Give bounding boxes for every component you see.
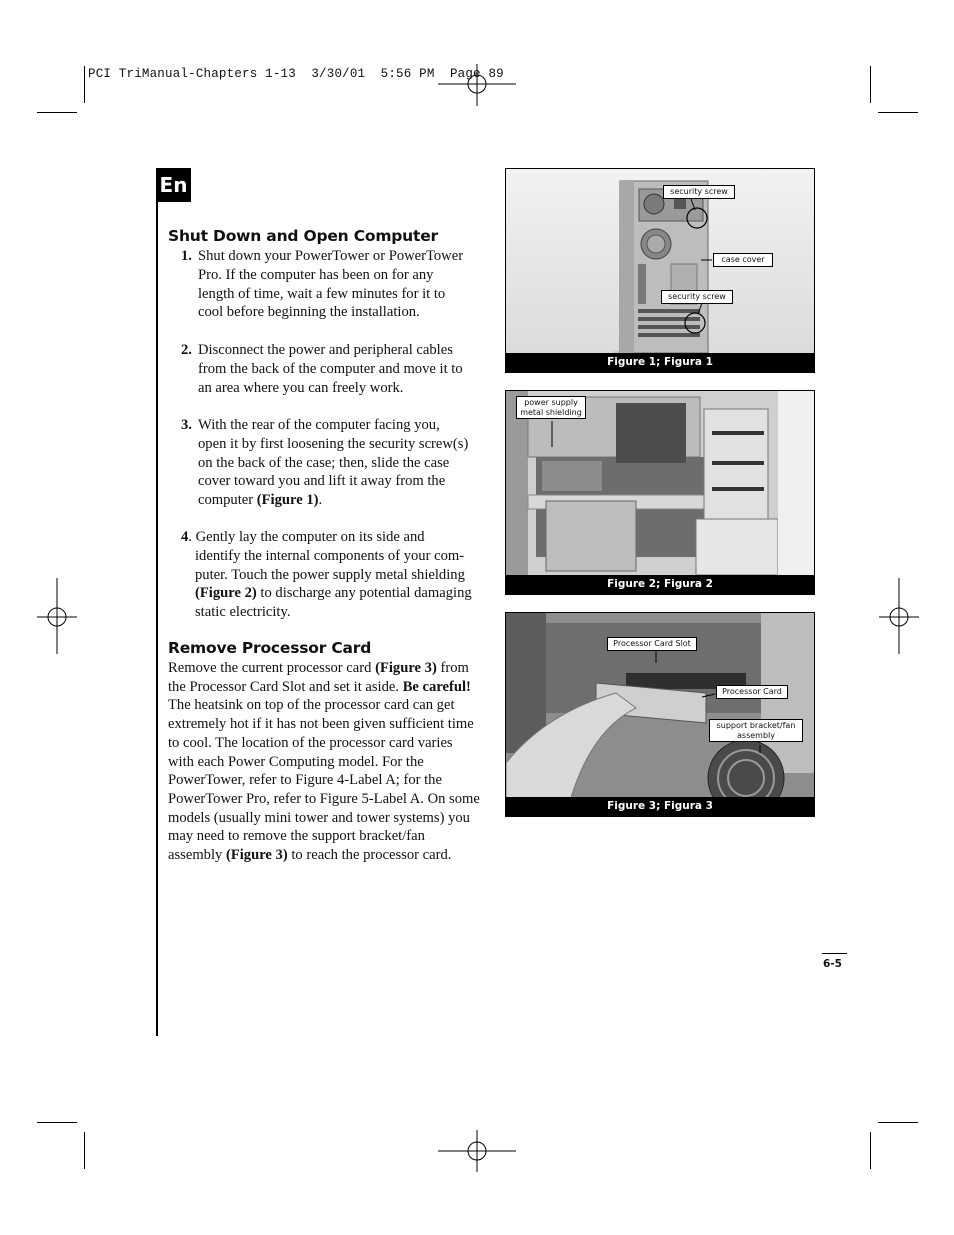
- crop-mark: [878, 112, 918, 113]
- page-number-rule: [822, 953, 847, 954]
- figure-caption: Figure 1; Figura 1: [506, 353, 814, 372]
- crop-mark: [37, 112, 77, 113]
- callout-security-screw-bottom: security screw: [661, 290, 733, 304]
- computer-interior-photo: [506, 391, 814, 594]
- figure-reference: (Figure 3): [375, 660, 437, 676]
- crop-mark: [878, 1122, 918, 1123]
- warning-text: Be careful!: [402, 678, 471, 695]
- language-tab: En: [156, 168, 191, 202]
- figure-1: [505, 168, 815, 373]
- figure-caption: Figure 2; Figura 2: [506, 575, 814, 594]
- crop-mark: [37, 1122, 77, 1123]
- section-heading-remove-card: Remove Processor Card: [168, 639, 372, 657]
- callout-processor-card-slot: Processor Card Slot: [607, 637, 697, 651]
- list-item: 3. With the rear of the computer facing you, open it by first loosening the security screw(s) on the back of the case; then, slide the case cover toward you and lift it away from the computer (Figure 1).: [181, 417, 469, 509]
- crop-mark: [870, 66, 871, 103]
- crop-mark: [84, 1132, 85, 1169]
- figure-reference: (Figure 1): [256, 492, 319, 509]
- margin-rule: [156, 168, 158, 1036]
- body-paragraph: Remove the current processor card (Figure 3) from the Processor Card Slot and set it aside. Be careful! The heatsink on top of the processor card can get extremely hot if it has not been given sufficient time to cool. The location of the processor card varies with each Power Computing model. For the PowerTower, refer to Figure 4-Label A; for the PowerTower Pro, refer to Figure 5-Label A. On some models (usually mini tower and tower systems) you may need to remove the support bracket/fan assembly (Figure 3) to reach the processor card.: [168, 660, 480, 864]
- crop-mark: [870, 1132, 871, 1169]
- list-item: 2. Disconnect the power and peripheral cables from the back of the computer and move it to an area where you can freely work.: [181, 342, 463, 396]
- section-heading-shut-down: Shut Down and Open Computer: [168, 227, 438, 245]
- list-item: 4. Gently lay the computer on its side and identify the internal components of your com- puter. Touch the power supply metal shielding (Figure 2) to discharge any potential damaging static electricity.: [181, 529, 472, 621]
- registration-mark-icon: [876, 578, 922, 656]
- registration-mark-icon: [438, 1128, 518, 1174]
- callout-processor-card: Processor Card: [716, 685, 788, 699]
- callout-case-cover: case cover: [713, 253, 773, 267]
- figure-3: [505, 612, 815, 817]
- callout-security-screw-top: security screw: [663, 185, 735, 199]
- figure-2: [505, 390, 815, 595]
- registration-mark-icon: [34, 578, 80, 656]
- computer-rear-photo: [506, 169, 814, 372]
- print-slug: PCI TriManual-Chapters 1-13 3/30/01 5:56 PM Page 89: [88, 67, 504, 81]
- figure-caption: Figure 3; Figura 3: [506, 797, 814, 816]
- figure-reference: (Figure 3): [225, 847, 288, 864]
- callout-support-bracket: support bracket/fan assembly: [709, 719, 803, 742]
- figure-reference: (Figure 2): [195, 585, 257, 602]
- crop-mark: [84, 66, 85, 103]
- page-number: 6-5: [823, 958, 842, 970]
- list-item: 1. Shut down your PowerTower or PowerTower Pro. If the computer has been on for any length of time, wait a few minutes for it to cool before beginning the installation.: [181, 248, 464, 321]
- callout-power-supply-shielding: power supply metal shielding: [516, 396, 586, 419]
